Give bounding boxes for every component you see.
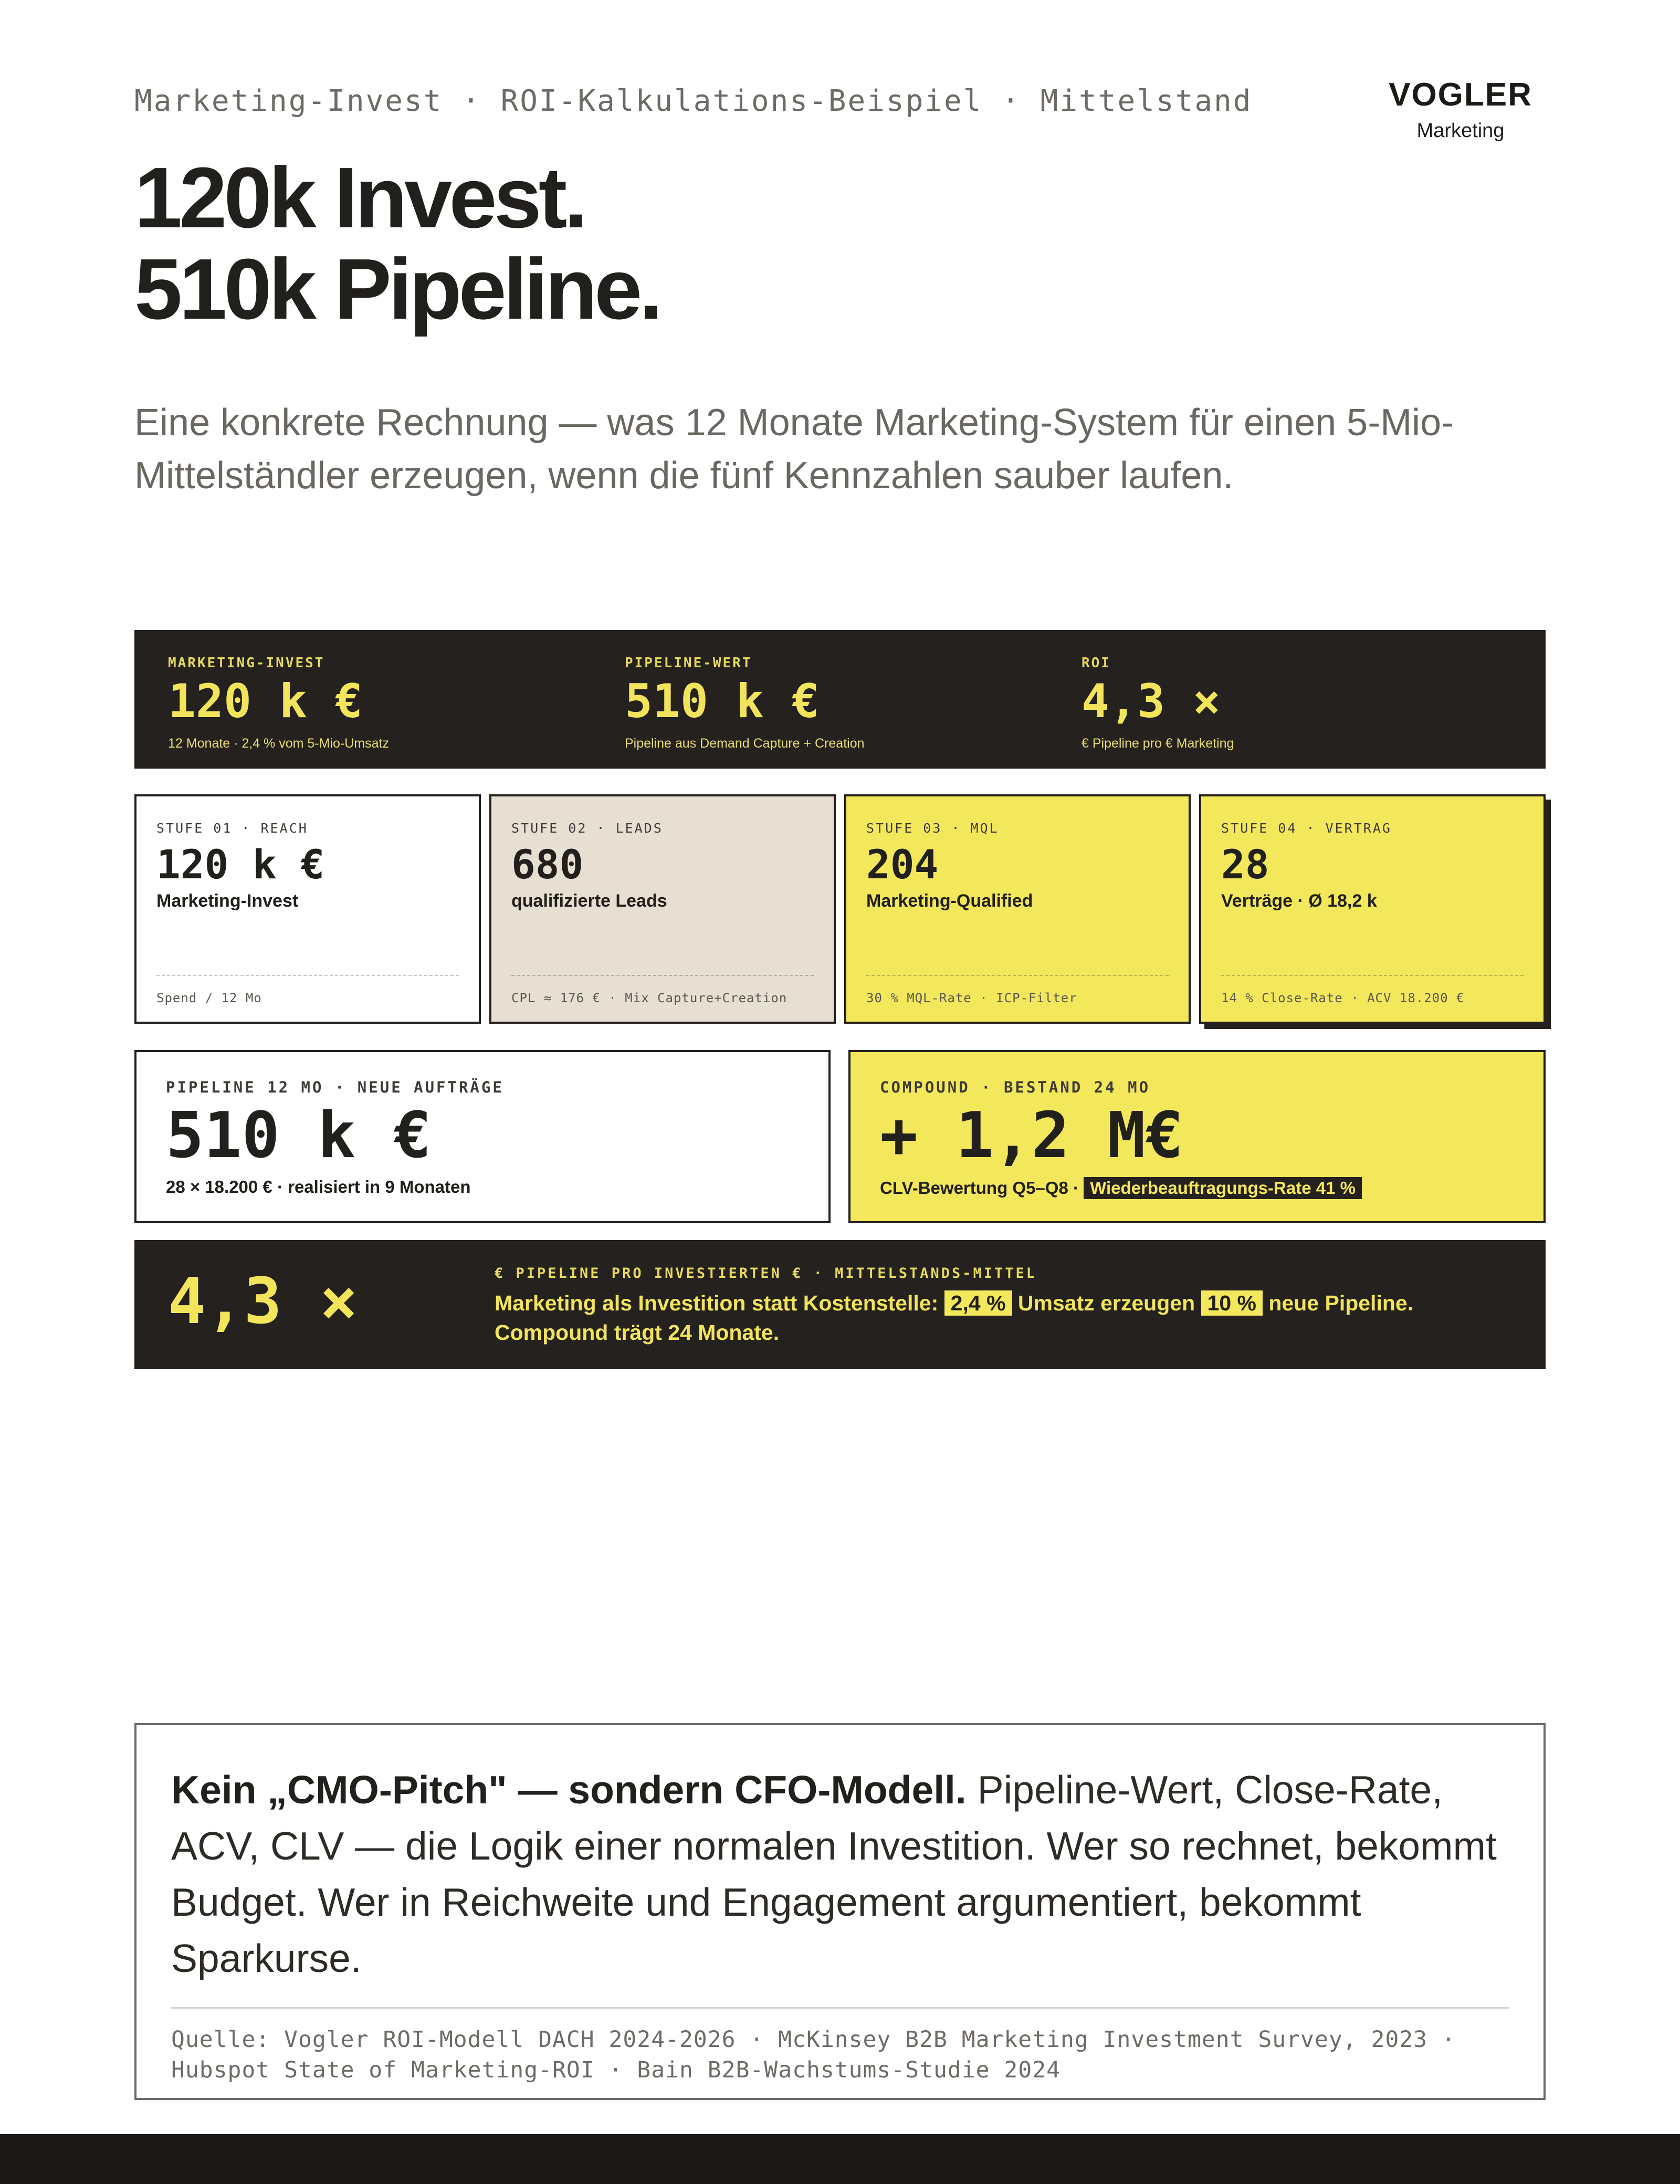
- pipeline-box-value: 510 k €: [166, 1099, 432, 1172]
- summary-roi-value: 4,3 ×: [1082, 674, 1221, 728]
- summary-invest-value: 120 k €: [168, 674, 363, 728]
- summary-invest-label: MARKETING-INVEST: [168, 655, 325, 671]
- summary-pipeline: [625, 655, 865, 751]
- quote-body: Pipeline-Wert, Close-Rate, ACV, CLV — die Logik einer normalen Investition. Wer so rechnet, bekommt Budget. Wer in Reichweite und Engagement argumentiert, bekommt Sparkurse.: [171, 1768, 1497, 1980]
- stage-card-reach: [134, 794, 481, 1024]
- divider: [171, 2007, 1509, 2009]
- stage-label: STUFE 04 · VERTRAG: [1221, 821, 1392, 836]
- brand-logo: [1377, 79, 1545, 142]
- divider: [866, 975, 1169, 976]
- revenue-share-badge: 2,4 %: [944, 1290, 1012, 1316]
- compound-box: [848, 1050, 1546, 1223]
- summary-roi-label: ROI: [1082, 655, 1111, 671]
- stage-card-mql: [844, 794, 1191, 1024]
- stage-value: 204: [866, 841, 939, 888]
- footer-bar: [0, 2134, 1680, 2184]
- stage-card-vertrag: [1199, 794, 1546, 1024]
- stage-card-leads: [489, 794, 836, 1024]
- ratio-text-4: Compound trägt 24 Monate.: [495, 1320, 780, 1345]
- pipeline-box: [134, 1050, 831, 1223]
- stage-description: Verträge · Ø 18,2 k: [1221, 891, 1377, 911]
- pipeline-box-label: PIPELINE 12 MO · NEUE AUFTRÄGE: [166, 1078, 504, 1096]
- stage-note: 30 % MQL-Rate · ICP-Filter: [866, 991, 1077, 1005]
- headline-line-1: 120k Invest.: [134, 150, 585, 246]
- summary-roi: [1082, 655, 1234, 751]
- ratio-label: € PIPELINE PRO INVESTIERTEN € · MITTELSTANDS-MITTEL: [495, 1265, 1037, 1282]
- divider: [1221, 975, 1524, 976]
- quote-emphasis: Kein „CMO-Pitch" — sondern CFO-Modell.: [171, 1768, 967, 1812]
- stage-note: 14 % Close-Rate · ACV 18.200 €: [1221, 991, 1465, 1005]
- pipeline-box-description: 28 × 18.200 € · realisiert in 9 Monaten: [166, 1177, 471, 1196]
- stage-value: 28: [1221, 841, 1269, 888]
- stage-label: STUFE 01 · REACH: [156, 821, 308, 836]
- stage-description: Marketing-Invest: [156, 891, 299, 911]
- repurchase-rate-badge: Wiederbeauftragungs-Rate 41 %: [1084, 1177, 1362, 1199]
- ratio-statement: [495, 1288, 1524, 1347]
- page-title: [134, 152, 660, 335]
- logo-wordmark: VOGLER: [1389, 77, 1532, 113]
- compound-box-label: COMPOUND · BESTAND 24 MO: [880, 1078, 1151, 1096]
- divider: [156, 975, 459, 976]
- summary-pipeline-sub: Pipeline aus Demand Capture + Creation: [625, 736, 865, 751]
- ratio-text-2: Umsatz erzeugen: [1017, 1291, 1195, 1315]
- headline-line-2: 510k Pipeline.: [134, 241, 660, 337]
- stage-label: STUFE 02 · LEADS: [511, 821, 663, 836]
- compound-box-desc-text: CLV-Bewertung Q5–Q8 ·: [880, 1178, 1079, 1198]
- stage-description: Marketing-Qualified: [866, 891, 1033, 911]
- compound-box-description: [880, 1177, 1362, 1199]
- page-kicker: Marketing-Invest · ROI-Kalkulations-Beispiel · Mittelstand: [134, 84, 1253, 118]
- ratio-value: 4,3 ×: [168, 1265, 358, 1338]
- pipeline-share-badge: 10 %: [1201, 1290, 1263, 1316]
- summary-pipeline-value: 510 k €: [625, 674, 820, 728]
- lead-paragraph: Eine konkrete Rechnung — was 12 Monate Marketing-System für einen 5-Mio-Mittelständler erzeugen, wenn die fünf Kennzahlen sauber laufen.: [134, 402, 1454, 497]
- summary-invest: [168, 655, 389, 751]
- ratio-band: [134, 1240, 1546, 1369]
- divider: [511, 975, 814, 976]
- logo-subline: Marketing: [1416, 120, 1505, 142]
- compound-box-value: + 1,2 M€: [880, 1099, 1183, 1172]
- stage-note: CPL ≈ 176 € · Mix Capture+Creation: [511, 991, 788, 1005]
- stage-value: 680: [511, 841, 584, 888]
- stage-description: qualifizierte Leads: [511, 891, 667, 911]
- summary-pipeline-label: PIPELINE-WERT: [625, 655, 752, 671]
- quote-text: [171, 1762, 1515, 1987]
- stage-label: STUFE 03 · MQL: [866, 821, 999, 836]
- summary-roi-sub: € Pipeline pro € Marketing: [1082, 736, 1234, 751]
- ratio-text-3: neue Pipeline.: [1268, 1291, 1414, 1315]
- stage-note: Spend / 12 Mo: [156, 991, 262, 1005]
- summary-invest-sub: 12 Monate · 2,4 % vom 5-Mio-Umsatz: [168, 736, 389, 751]
- quote-box: [134, 1723, 1546, 2100]
- source-citation: Quelle: Vogler ROI-Modell DACH 2024-2026 · McKinsey B2B Marketing Investment Survey, 2023 · Hubspot State of Marketing-ROI · Bain B2B-Wachstums-Studie 2024: [171, 2026, 1456, 2083]
- summary-band: [134, 630, 1546, 769]
- stage-value: 120 k €: [156, 841, 325, 888]
- ratio-text-1: Marketing als Investition statt Kostenstelle:: [495, 1291, 939, 1315]
